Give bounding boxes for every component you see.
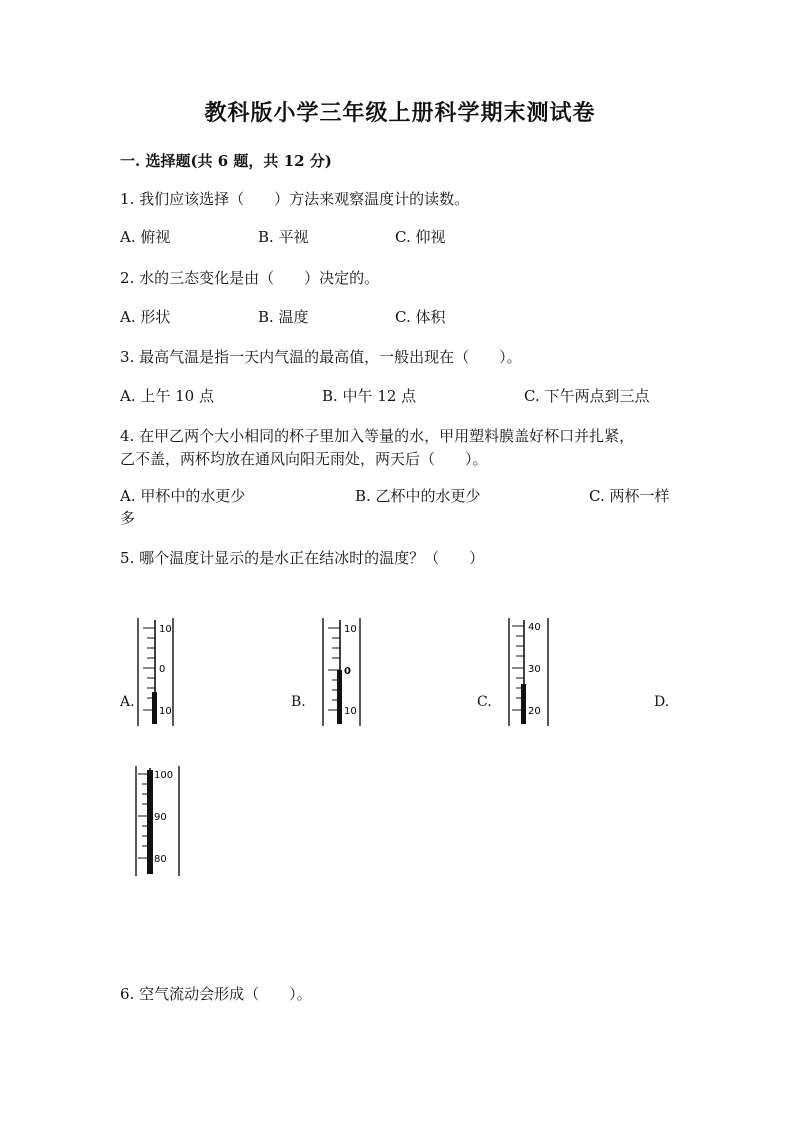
q4-option-a[interactable]: A. 甲杯中的水更少 bbox=[120, 487, 246, 505]
thermo-a-tick-top: 10 bbox=[159, 624, 172, 635]
thermometer-a bbox=[135, 614, 185, 734]
q1-option-c[interactable]: C. 仰视 bbox=[395, 228, 446, 246]
thermometer-b bbox=[320, 614, 370, 734]
q1-option-a[interactable]: A. 俯视 bbox=[120, 228, 171, 246]
thermo-a-tick-bottom: 10 bbox=[159, 706, 172, 717]
thermo-d-tick-mid: 90 bbox=[154, 812, 167, 823]
q2-option-a[interactable]: A. 形状 bbox=[120, 308, 171, 326]
thermo-b-tick-top: 10 bbox=[344, 624, 357, 635]
question-4-line-1: 4. 在甲乙两个大小相同的杯子里加入等量的水，甲用塑料膜盖好杯口并扎紧， bbox=[120, 427, 635, 445]
thermo-b-tick-bottom: 10 bbox=[344, 706, 357, 717]
thermo-b-tick-mid: 0 bbox=[344, 666, 351, 677]
q1-option-b[interactable]: B. 平视 bbox=[258, 228, 309, 246]
q3-option-c[interactable]: C. 下午两点到三点 bbox=[524, 387, 650, 405]
q3-option-a[interactable]: A. 上午 10 点 bbox=[120, 387, 214, 405]
q4-option-b[interactable]: B. 乙杯中的水更少 bbox=[355, 487, 481, 505]
page-title: 教科版小学三年级上册科学期末测试卷 bbox=[204, 100, 596, 126]
thermo-d-tick-top: 100 bbox=[154, 770, 174, 781]
q4-option-c-wrap: 多 bbox=[120, 509, 136, 527]
q2-option-b[interactable]: B. 温度 bbox=[258, 308, 309, 326]
thermo-c-tick-mid: 30 bbox=[528, 664, 541, 675]
q5-option-a-label[interactable]: A. bbox=[120, 694, 135, 710]
thermo-d-tick-bottom: 80 bbox=[154, 854, 167, 865]
question-4-line-2: 乙不盖，两杯均放在通风向阳无雨处，两天后（ ）。 bbox=[120, 450, 488, 468]
q5-option-d-label[interactable]: D. bbox=[654, 694, 670, 710]
question-2: 2. 水的三态变化是由（ ）决定的。 bbox=[120, 269, 380, 287]
question-6: 6. 空气流动会形成（ ）。 bbox=[120, 985, 312, 1003]
q5-option-b-label[interactable]: B. bbox=[291, 694, 306, 710]
thermo-c-tick-bottom: 20 bbox=[528, 706, 541, 717]
thermo-c-tick-top: 40 bbox=[528, 622, 541, 633]
q3-option-b[interactable]: B. 中午 12 点 bbox=[322, 387, 417, 405]
q2-option-c[interactable]: C. 体积 bbox=[395, 308, 446, 326]
q4-option-c[interactable]: C. 两杯一样 bbox=[589, 487, 670, 505]
thermometer-c bbox=[506, 614, 556, 734]
section-heading: 一. 选择题(共 6 题，共 12 分) bbox=[120, 152, 332, 170]
question-5: 5. 哪个温度计显示的是水正在结冰时的温度？（ ） bbox=[120, 549, 485, 567]
thermometer-d bbox=[133, 762, 185, 884]
question-1: 1. 我们应该选择（ ）方法来观察温度计的读数。 bbox=[120, 190, 470, 208]
thermo-a-tick-mid: 0 bbox=[159, 664, 166, 675]
question-3: 3. 最高气温是指一天内气温的最高值，一般出现在（ ）。 bbox=[120, 348, 522, 366]
q5-option-c-label[interactable]: C. bbox=[477, 694, 492, 710]
